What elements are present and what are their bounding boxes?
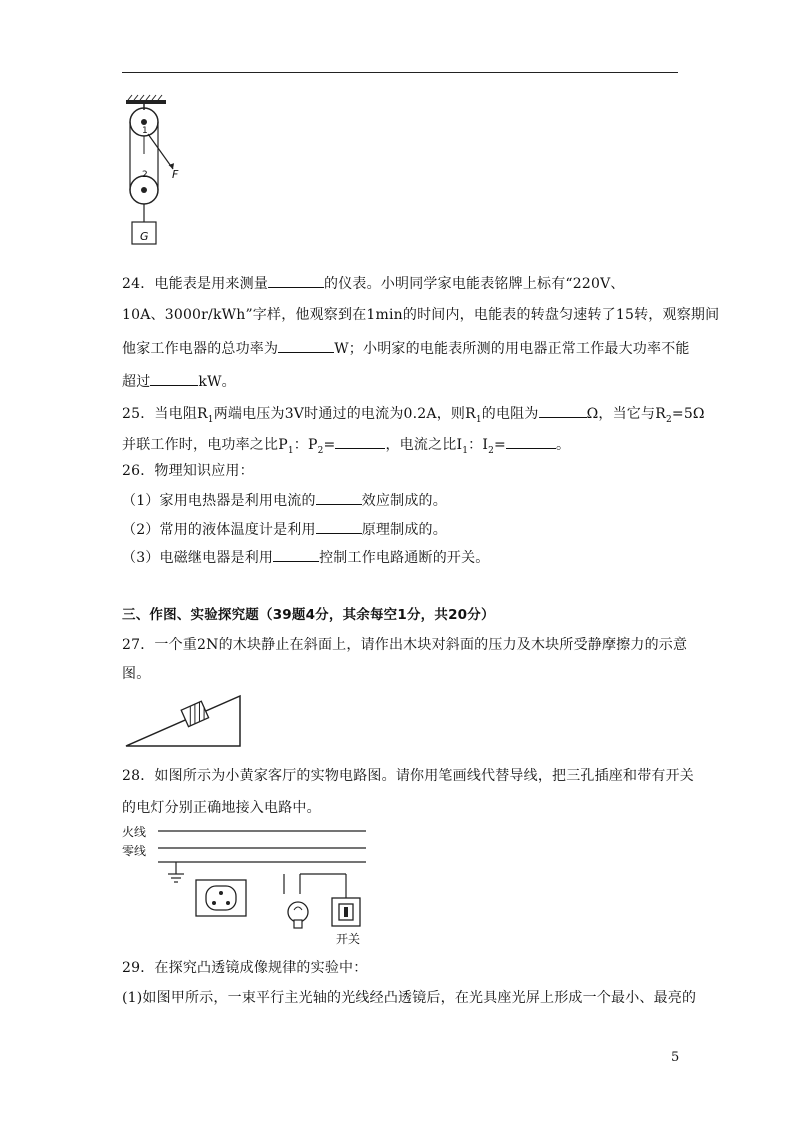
q24-blank-2: [278, 338, 334, 353]
q25-line-1: 25．当电阻$R_1$两端电压为3V时通过的电流为0.2A，则$R_1$的电阻为 Ω，当它与$R_2=5\Omega$: [122, 403, 705, 430]
q26-item-1: （1）家用电热器是利用电流的 效应制成的。: [122, 490, 447, 511]
q24-blank-3: [150, 371, 198, 386]
q24-line-3: 他家工作电器的总功率为 W；小明家的电能表所测的用电器正常工作最大功率不能: [122, 338, 690, 359]
q26-item-3: （3）电磁继电器是利用 控制工作电路通断的开关。: [122, 547, 490, 568]
pulley-label-g: G: [140, 230, 149, 243]
incline-figure: [124, 692, 244, 748]
pulley-label-f: F: [172, 168, 179, 181]
q25-blank-1: [539, 403, 587, 418]
header-rule: [122, 72, 678, 73]
q24-line-1: 24．电能表是用来测量 的仪表。小明同学家电能表铭牌上标有“220V、: [122, 273, 625, 294]
neutral-wire-label: 零线: [122, 844, 147, 858]
q26-blank-1: [316, 490, 362, 505]
q28-line-2: 的电灯分别正确地接入电路中。: [122, 800, 321, 816]
q25-blank-3: [506, 434, 556, 449]
switch-label: 开关: [336, 932, 361, 946]
q29-line-1: 29．在探究凸透镜成像规律的实验中：: [122, 960, 368, 976]
pulley-label-1: 1: [142, 126, 148, 136]
q25-line-2: 并联工作时，电功率之比$P_1$：$P_2=$ ，电流之比$I_1$：$I_2=$ 。: [122, 434, 570, 461]
q26-item-2: （2）常用的液体温度计是利用 原理制成的。: [122, 519, 447, 540]
q26-title: 26．物理知识应用：: [122, 463, 254, 479]
q27-line-1: 27．一个重2N的木块静止在斜面上，请作出木块对斜面的压力及木块所受静摩擦力的示意: [122, 637, 688, 653]
pulley-label-2: 2: [142, 170, 148, 180]
q27-line-2: 图。: [122, 666, 151, 682]
live-wire-label: 火线: [122, 825, 147, 839]
q24-line-4: 超过 kW。: [122, 371, 236, 392]
page-number: 5: [671, 1050, 680, 1065]
q24-blank-1: [268, 273, 324, 288]
q29-line-2: (1)如图甲所示，一束平行主光轴的光线经凸透镜后，在光具座光屏上形成一个最小、最亮的: [122, 990, 697, 1006]
section-3-heading: 三、作图、实验探究题（39题4分，其余每空1分，共20分）: [122, 607, 495, 623]
circuit-figure: [150, 824, 370, 939]
q28-line-1: 28．如图所示为小黄家客厅的实物电路图。请你用笔画线代替导线，把三孔插座和带有开关: [122, 768, 695, 784]
q26-blank-3: [273, 547, 319, 562]
q26-blank-2: [316, 519, 362, 534]
pulley-figure: [118, 94, 198, 254]
q24-line-2: 10A、3000r/kWh”字样，他观察到在1min的时间内，电能表的转盘匀速转了15转，观察期间: [122, 307, 720, 323]
q25-blank-2: [335, 434, 385, 449]
